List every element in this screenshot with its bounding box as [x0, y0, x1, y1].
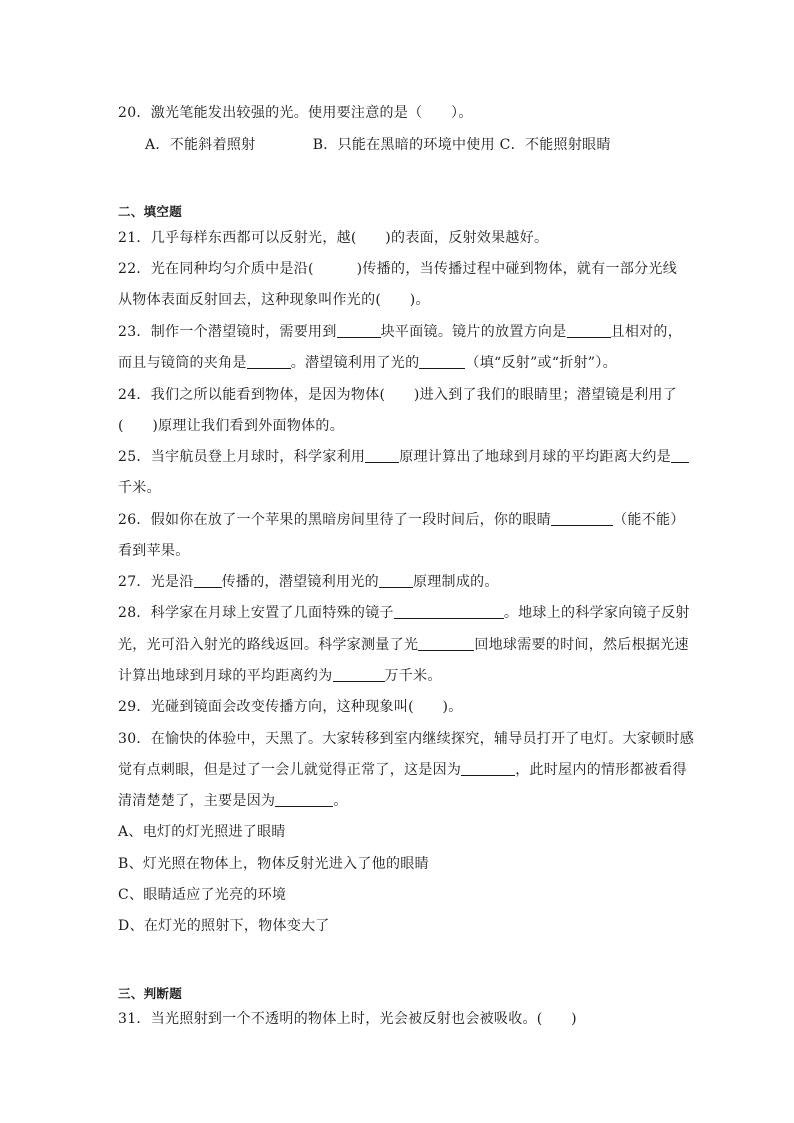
answer-blank[interactable]	[379, 572, 413, 588]
answer-blank[interactable]	[337, 322, 381, 338]
answer-blank[interactable]	[418, 635, 474, 651]
q30-line2: 觉有点刺眼，但是过了一会儿就觉得正常了，这是因为 ，此时屋内的情形都被看得	[118, 762, 687, 778]
q26-line2: 看到苹果。	[118, 543, 190, 559]
answer-blank[interactable]	[247, 353, 291, 369]
q22-line2: 从物体表面反射回去，这种现象叫作光的( )。	[118, 292, 430, 308]
q25-line2: 千米。	[118, 480, 161, 496]
q21: 21．几乎每样东西都可以反射光，越( )的表面，反射效果越好。	[118, 230, 549, 246]
q30-option-c: C、眼睛适应了光亮的环境	[118, 887, 287, 903]
q30-line3: 清清楚楚了，主要是因为 。	[118, 793, 348, 809]
answer-blank[interactable]	[461, 760, 515, 776]
q24-line1: 24．我们之所以能看到物体，是因为物体( )进入到了我们的眼睛里；潜望镜是利用了	[118, 387, 678, 403]
answer-blank[interactable]	[275, 791, 333, 807]
q20-options: A．不能斜着照射 B．只能在黑暗的环境中使用 C．不能照射眼睛	[145, 137, 611, 153]
q28-line3: 计算出地球到月球的平均距离约为 万千米。	[118, 668, 442, 684]
q30-option-b: B、灯光照在物体上，物体反射光进入了他的眼睛	[118, 856, 429, 872]
answer-blank[interactable]	[333, 666, 385, 682]
q31: 31．当光照射到一个不透明的物体上时，光会被反射也会被吸收。( )	[118, 1011, 577, 1027]
q30-line1: 30．在愉快的体验中，天黑了。大家转移到室内继续探究，辅导员打开了电灯。大家顿时感	[118, 731, 695, 747]
q28-line1: 28．科学家在月球上安置了几面特殊的镜子 。地球上的科学家向镜子反射	[118, 605, 690, 621]
answer-blank[interactable]	[419, 353, 465, 369]
q23-line1: 23．制作一个潜望镜时，需要用到 块平面镜。镜片的放置方向是 且相对的，	[118, 324, 683, 340]
q29: 29．光碰到镜面会改变传播方向，这种现象叫( )。	[118, 699, 463, 715]
answer-blank[interactable]	[365, 447, 399, 463]
answer-blank[interactable]	[194, 572, 222, 588]
section-title-fill-blank: 二、填空题	[118, 204, 183, 219]
answer-blank[interactable]	[671, 447, 689, 463]
q30-option-a: A、电灯的灯光照进了眼睛	[118, 824, 286, 840]
q26-line1: 26．假如你在放了一个苹果的黑暗房间里待了一段时间后，你的眼睛 （能不能）	[118, 512, 685, 528]
answer-blank[interactable]	[567, 322, 611, 338]
q24-line2: ( )原理让我们看到外面物体的。	[118, 418, 345, 434]
q30-option-d: D、在灯光的照射下，物体变大了	[118, 918, 330, 934]
q20-stem: 20．激光笔能发出较强的光。使用要注意的是（ ）。	[118, 105, 473, 121]
section-title-judgement: 三、判断题	[118, 986, 183, 1001]
q27: 27．光是沿 传播的，潜望镜利用光的 原理制成的。	[118, 574, 499, 590]
answer-blank[interactable]	[551, 510, 613, 526]
q22-line1: 22．光在同种均匀介质中是沿( )传播的，当传播过程中碰到物体，就有一部分光线	[118, 261, 678, 277]
q28-line2: 光，光可沿入射光的路线返回。科学家测量了光 回地球需要的时间，然后根据光速	[118, 637, 689, 653]
answer-blank[interactable]	[394, 603, 504, 619]
q25-line1: 25．当宇航员登上月球时，科学家利用 原理计算出了地球到月球的平均距离大约是	[118, 447, 689, 467]
q23-line2: 而且与镜筒的夹角是 。潜望镜利用了光的 （填“反射”或“折射”）。	[118, 355, 617, 371]
